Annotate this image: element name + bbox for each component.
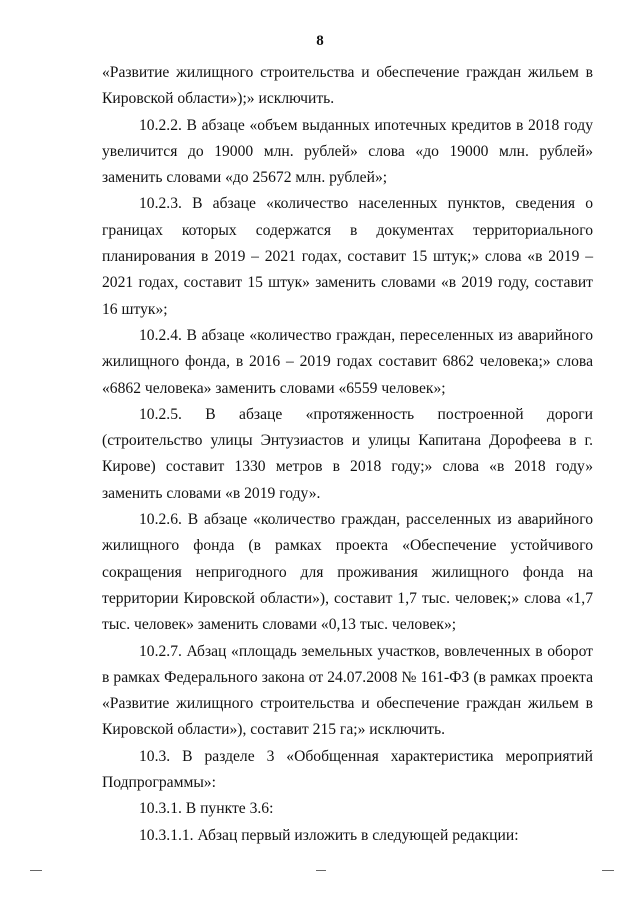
paragraph-10-3-1-1: 10.3.1.1. Абзац первый изложить в следующей редакции:: [139, 826, 519, 844]
scan-edge-marks: [0, 866, 640, 876]
paragraph-10-2-2: 10.2.2. В абзаце «объем выданных ипотечных кредитов в 2018 году увеличится до 19000 млн. рублей» слова «до 19000 млн. рублей» заменить словами «до 25672 млн. рублей»;: [102, 116, 593, 187]
paragraph-10-2-3: 10.2.3. В абзаце «количество населенных пунктов, сведения о границах которых содержатся в документах территориального планирования в 2019 – 2021 годах, составит 15 штук;» слова «в 2019 – 2021 годах, составит 15 штук» заменить словами «в 2019 году, составит 16 штук»;: [102, 195, 593, 318]
edge-mark-left: [30, 870, 42, 871]
paragraph-1: «Развитие жилищного строительства и обеспечение граждан жильем в Кировской области»);» исключить.: [102, 64, 593, 108]
paragraph-10-3: 10.3. В разделе 3 «Обобщенная характеристика мероприятий Подпрограммы»:: [102, 747, 593, 792]
paragraph-10-2-5: 10.2.5. В абзаце «протяженность построенной дороги (строительство улицы Энтузиастов и улицы Капитана Дорофеева в г. Кирове) составит 1330 метров в 2018 году;» слова «в 2018 году» заменить словами «в 2019 году».: [102, 405, 593, 502]
paragraph-10-2-4: 10.2.4. В абзаце «количество граждан, переселенных из аварийного жилищного фонда, в 2016 – 2019 годах составит 6862 человека;» слова «6862 человека» заменить словами «6559 человек»;: [102, 326, 593, 397]
paragraph-10-2-7: 10.2.7. Абзац «площадь земельных участков, вовлеченных в оборот в рамках Федерального закона от 24.07.2008 № 161-ФЗ (в рамках проекта «Развитие жилищного строительства и обеспечение граждан жильем в Кировской области»), составит 215 га;» исключить.: [102, 642, 593, 739]
paragraph-10-2-6: 10.2.6. В абзаце «количество граждан, расселенных из аварийного жилищного фонда (в рамках проекта «Обеспечение устойчивого сокращения непригодного для проживания жилищного фонда на территории Кировской области»), составит 1,7 тыс. человек;» слова «1,7 тыс. человек» заменить словами «0,13 тыс. человек»;: [102, 511, 593, 634]
edge-mark-center: [316, 870, 326, 871]
document-body: [102, 60, 593, 849]
edge-mark-right: [602, 870, 614, 871]
paragraph-10-3-1: 10.3.1. В пункте 3.6:: [139, 800, 274, 818]
page-number: 8: [316, 33, 324, 49]
